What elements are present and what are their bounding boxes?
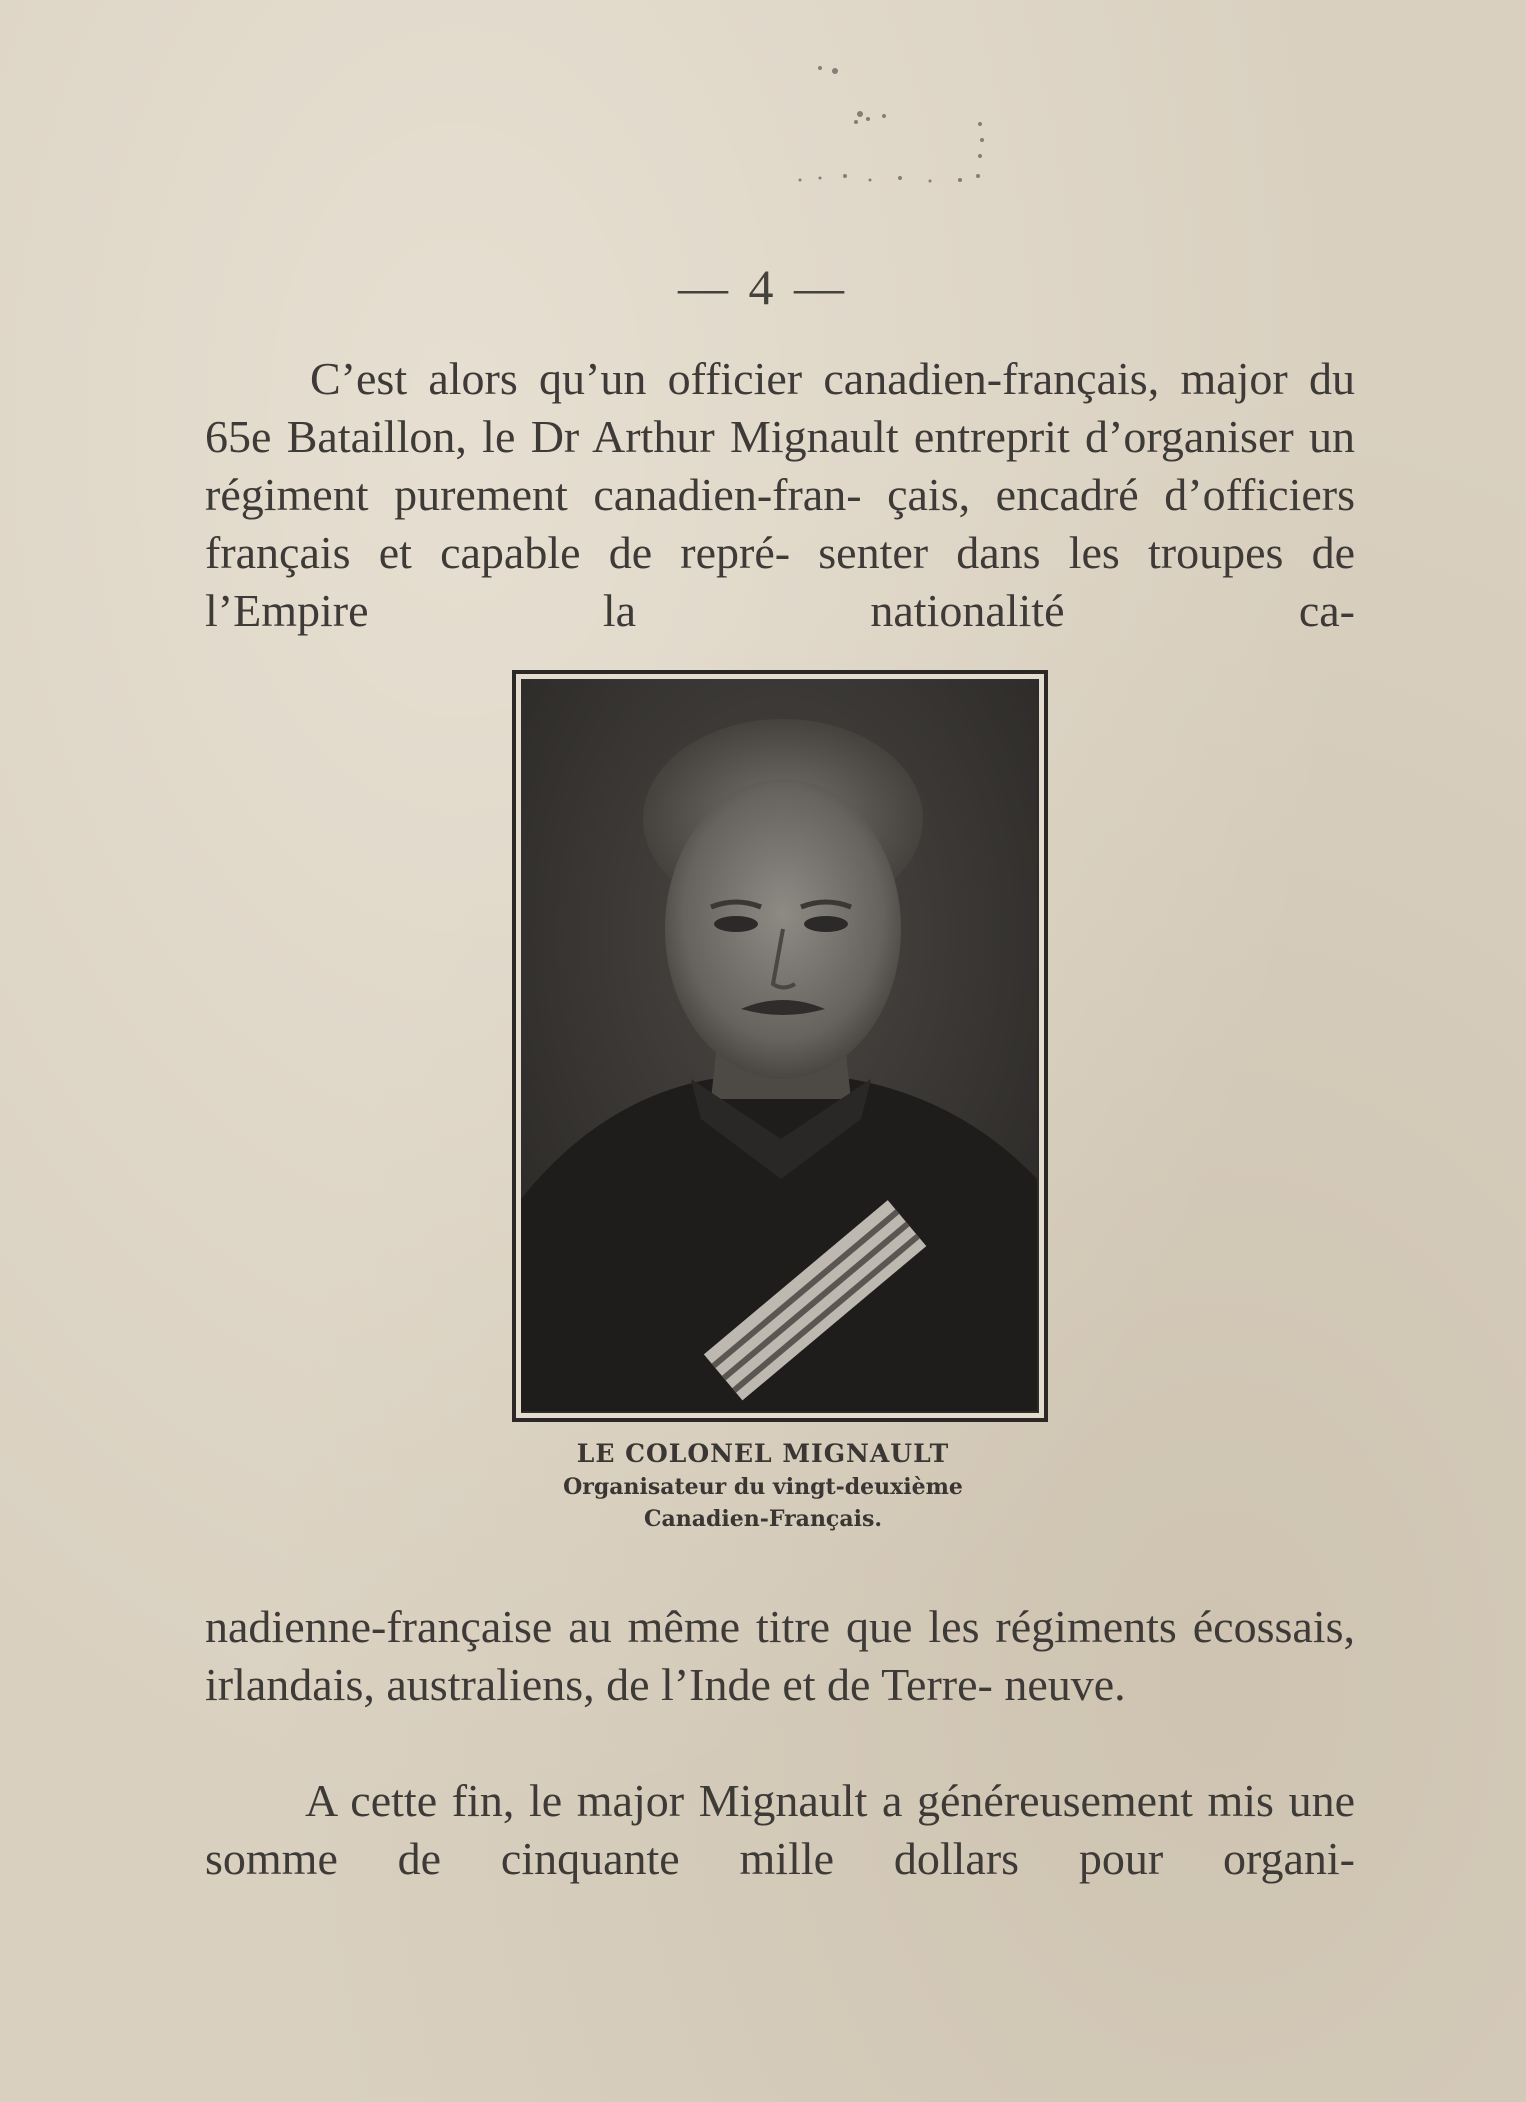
body-paragraph-1: C’est alors qu’un officier canadien-français, major du 65e Bataillon, le Dr Arthur Mignault entreprit d’organiser un régiment purement canadien-fran- çais, encadré d’officiers français et capable de repré- senter dans les troupes de l’Empire la nationalité ca- <box>205 353 1355 636</box>
caption-title: LE COLONEL MIGNAULT <box>576 1439 950 1468</box>
body-paragraph-2: nadienne-française au même titre que les régiments écossais, irlandais, australiens, de l’Inde et de Terre- neuve. <box>205 1601 1355 1710</box>
ink-stamp-marks <box>620 40 1000 210</box>
page-number: — 4 — <box>678 259 848 315</box>
caption-line-2: Canadien-Français. <box>643 1506 882 1532</box>
photo-caption <box>0 1437 1526 1535</box>
portrait-frame <box>512 670 1048 1422</box>
body-paragraph-3: A cette fin, le major Mignault a généreusement mis une somme de cinquante mille dollars pour organi- <box>205 1775 1355 1884</box>
portrait-illustration <box>521 679 1037 1411</box>
caption-line-1: Organisateur du vingt-deuxième <box>563 1474 963 1500</box>
portrait-photo <box>521 679 1039 1413</box>
